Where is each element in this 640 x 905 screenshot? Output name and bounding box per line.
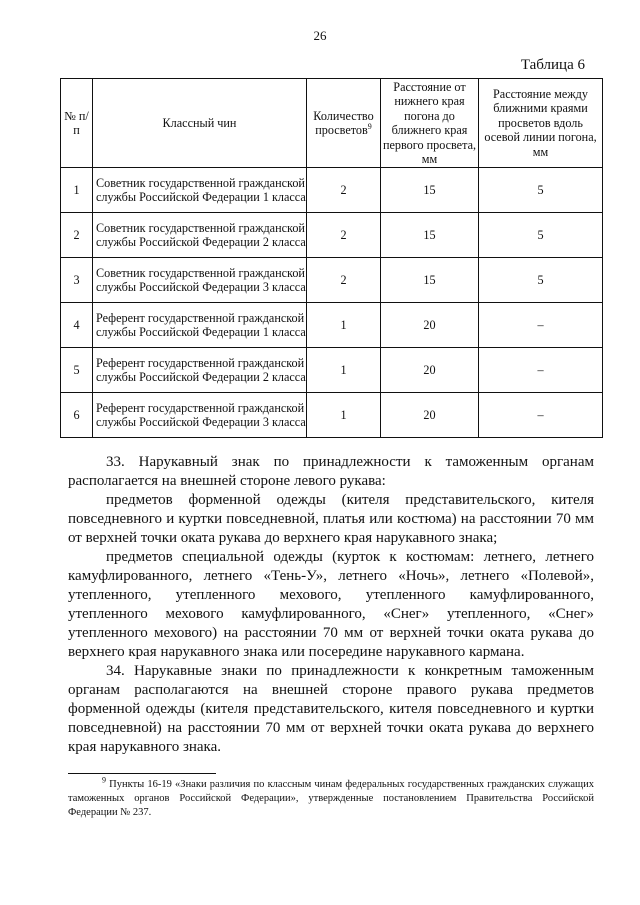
table-row — [61, 393, 603, 438]
cell-count: 1 — [307, 303, 381, 348]
table-row — [61, 258, 603, 303]
rank-table — [60, 78, 603, 438]
header-rank: Классный чин — [93, 79, 307, 168]
cell-dist-bottom: 15 — [381, 258, 479, 303]
cell-num: 2 — [61, 213, 93, 258]
paragraph-uniform: предметов форменной одежды (кителя представительского, кителя повседневного и куртки повседневной, платья или костюма) на расстоянии 70 мм от верхней точки оката рукава до верхнего края нарукавного знака; — [68, 492, 594, 546]
page-number: 26 — [313, 28, 327, 43]
table-row — [61, 168, 603, 213]
table-row — [61, 213, 603, 258]
cell-dist-between: – — [479, 393, 603, 438]
cell-rank: Советник государственной гражданской службы Российской Федерации 3 класса — [93, 258, 307, 303]
cell-dist-between: 5 — [479, 168, 603, 213]
cell-count: 1 — [307, 348, 381, 393]
header-dist-bottom: Расстояние от нижнего края погона до ближнего края первого просвета, мм — [381, 79, 479, 168]
paragraph-33: 33. Нарукавный знак по принадлежности к таможенным органам располагается на внешней стороне левого рукава: — [68, 454, 594, 489]
table-row — [61, 348, 603, 393]
header-count-label: Количество просветов — [313, 108, 374, 137]
body-text — [68, 453, 594, 757]
header-num: № п/п — [61, 79, 93, 168]
cell-count: 2 — [307, 258, 381, 303]
footnote-divider — [68, 773, 216, 774]
header-count — [307, 79, 381, 168]
footnote-marker: 9 — [102, 775, 106, 785]
table-caption: Таблица 6 — [520, 57, 585, 73]
cell-rank: Советник государственной гражданской службы Российской Федерации 2 класса — [93, 213, 307, 258]
cell-num: 5 — [61, 348, 93, 393]
footnote-text: Пункты 16-19 «Знаки различия по классным чинам федеральных государственных гражданских служащих таможенных органов Российской Федерации», утвержденные постановлением Правительства Российской Федерации № 237. — [68, 779, 595, 818]
cell-num: 1 — [61, 168, 93, 213]
paragraph-34: 34. Нарукавные знаки по принадлежности к конкретным таможенным органам располагаются на внешней стороне правого рукава предметов форменной одежды (кителя представительского, кителя повседневного и куртки повседневной) на расстоянии 70 мм от верхней точки оката рукава до верхнего края нарукавного знака. — [68, 663, 594, 755]
paragraph-special-clothing: предметов специальной одежды (курток к костюмам: летнего, летнего камуфлированного, летнего «Тень-У», летнего «Ночь», летнего «Полевой», утепленного, утепленного мехового, утепленного камуфлированного, утепленного мехового камуфлированного, «Снег» утепленного, «Снег» утепленного мехового) на расстоянии 70 мм от верхней точки оката рукава до верхнего края нарукавного знака или посередине нарукавного кармана. — [68, 549, 594, 660]
cell-dist-between: 5 — [479, 213, 603, 258]
header-dist-between: Расстояние между ближними краями просветов вдоль осевой линии погона, мм — [479, 79, 603, 168]
cell-num: 3 — [61, 258, 93, 303]
cell-num: 6 — [61, 393, 93, 438]
cell-rank: Референт государственной гражданской службы Российской Федерации 2 класса — [93, 348, 307, 393]
footnote-ref: 9 — [367, 121, 372, 131]
table-row — [61, 303, 603, 348]
cell-count: 2 — [307, 213, 381, 258]
cell-dist-bottom: 20 — [381, 348, 479, 393]
cell-rank: Советник государственной гражданской службы Российской Федерации 1 класса — [93, 168, 307, 213]
cell-dist-between: – — [479, 348, 603, 393]
footnote — [68, 775, 595, 820]
cell-num: 4 — [61, 303, 93, 348]
cell-rank: Референт государственной гражданской службы Российской Федерации 1 класса — [93, 303, 307, 348]
cell-dist-bottom: 20 — [381, 303, 479, 348]
cell-dist-bottom: 15 — [381, 168, 479, 213]
cell-dist-between: 5 — [479, 258, 603, 303]
cell-rank: Референт государственной гражданской службы Российской Федерации 3 класса — [93, 393, 307, 438]
cell-count: 1 — [307, 393, 381, 438]
cell-dist-bottom: 15 — [381, 213, 479, 258]
table-header-row — [61, 79, 603, 168]
cell-dist-between: – — [479, 303, 603, 348]
cell-dist-bottom: 20 — [381, 393, 479, 438]
cell-count: 2 — [307, 168, 381, 213]
